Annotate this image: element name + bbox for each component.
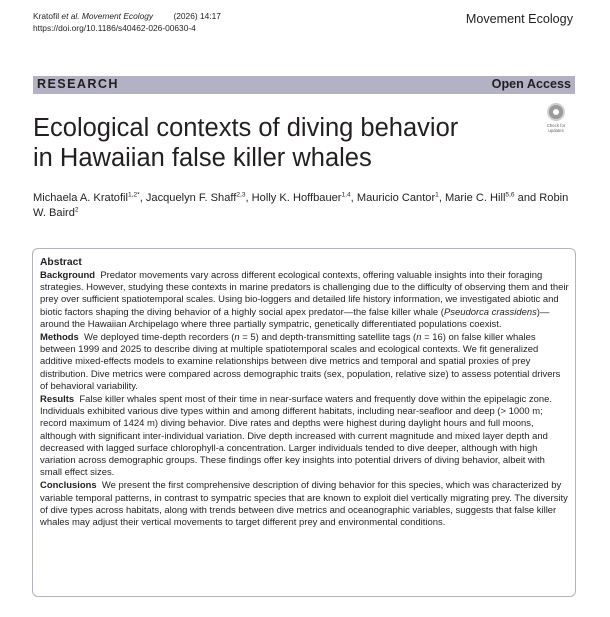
abstract-conclusions	[40, 480, 569, 529]
check-for-updates-text	[541, 123, 571, 133]
author-name[interactable]: Michaela A. Kratofil	[33, 192, 128, 204]
citation-journal: et al. Movement Ecology	[61, 11, 154, 21]
citation-header	[33, 10, 221, 34]
abstract-box	[32, 248, 576, 597]
author-name[interactable]: Mauricio Cantor	[356, 192, 436, 204]
check-line-2: updates	[548, 128, 564, 133]
author-affiliation: 1,4	[341, 191, 351, 199]
author-list	[33, 191, 573, 221]
author-name[interactable]: Holly K. Hoffbauer	[251, 192, 342, 204]
conclusions-label: Conclusions	[40, 480, 97, 492]
author-affiliation: 2	[74, 206, 79, 214]
citation-line	[33, 10, 221, 22]
author-separator: ,	[350, 192, 357, 204]
methods-text-a: We deployed time-depth recorders (	[84, 332, 235, 344]
author-separator: ,	[139, 192, 146, 204]
check-line-1: Check for	[546, 123, 566, 128]
author-separator: ,	[438, 192, 445, 204]
author-affiliation: 1	[435, 191, 439, 199]
methods-label: Methods	[40, 332, 79, 344]
article-type-label: RESEARCH	[37, 77, 119, 91]
author-affiliation: 1,2*	[127, 191, 140, 199]
author-separator: ,	[245, 192, 252, 204]
results-label: Results	[40, 394, 75, 406]
author-name[interactable]: Jacquelyn F. Shaff	[145, 192, 237, 204]
background-text-b: )—around the Hawaiian Archipelago where three partially sympatric, genetically differentiated populations coexist.	[40, 306, 550, 330]
journal-name: Movement Ecology	[465, 12, 573, 26]
title-line-1: Ecological contexts of diving behavior	[33, 114, 459, 142]
citation-author: Kratofil	[33, 11, 60, 21]
methods-text-b: = 5) and depth-transmitting satellite tags (	[239, 332, 417, 344]
article-title	[33, 113, 523, 173]
abstract-heading: Abstract	[40, 257, 82, 268]
results-text: False killer whales spent most of their time in near-surface waters and frequently dove within the epipelagic zone. Individuals exhibited various dive types within and among different habitats, including near-seafloor and deep (> 1000 m; record maximum of 1424 m) diving behavior. Dive rates and depths were highest during daylight hours and full moons, although with significant inter-individual variation. Dive depth increased with current magnitude and mixed layer depth and decreased with lagged surface chlorophyll-a concentration. Larger individuals tended to dive deeper, although with high variation across demographic groups. These findings offer key insights into potential drivers of diving behavior, albeit with small effect sizes.	[40, 394, 552, 479]
background-text-a: Predator movements vary across different ecological contexts, offering valuable insights into their foraging strategies. However, studying these contexts in marine predators is challenging due to the difficulty of observing them and their prey over sufficient spatiotemporal scales. Using bio-loggers and detailed life history information, we investigated abiotic and biotic factors shaping the diving behavior of a highly social apex predator—the false killer whale (	[40, 270, 569, 318]
abstract-methods	[40, 332, 569, 393]
author-name[interactable]: Marie C. Hill	[445, 192, 506, 204]
background-species: Pseudorca crassidens	[443, 306, 537, 318]
author-affiliation: 5,6	[505, 191, 515, 199]
author-name[interactable]: Robin W. Baird	[33, 192, 569, 219]
article-type-band	[33, 76, 575, 94]
author-affiliation: 2,3	[236, 191, 246, 199]
author-separator: and	[514, 192, 540, 204]
doi-link[interactable]: https://doi.org/10.1186/s40462-026-00630-4	[33, 23, 196, 33]
title-line-2: in Hawaiian false killer whales	[33, 144, 372, 172]
background-label: Background	[40, 270, 96, 281]
citation-year: (2026) 14:17	[173, 11, 221, 21]
check-for-updates-button[interactable]	[541, 103, 571, 135]
abstract-results	[40, 394, 569, 479]
abstract-background	[40, 270, 569, 331]
methods-text-c: = 16) on false killer whales between 1999 and 2025 to describe diving at multiple spatiotemporal scales and ecological contexts. We fit generalized additive mixed-effects models to examine relationships between dive metrics and temporal and spatial proxies of prey distribution. Dive metrics were compared across demographic traits (sex, population, relative size) to assess potential drivers of behavioral variability.	[40, 332, 561, 392]
open-access-label: Open Access	[491, 77, 571, 91]
methods-n2: n	[416, 332, 422, 344]
check-for-updates-icon	[547, 103, 565, 121]
methods-n1: n	[234, 332, 240, 344]
conclusions-text: We present the first comprehensive description of diving behavior for this species, which was characterized by variable temporal patterns, in contrast to sympatric species that are known to exploit diel vertically migrating prey. The diversity of dive types across habitats, along with trends between dive metrics and oceanographic variables, suggests that false killer whales may adjust their vertical movements to target different prey and environmental conditions.	[40, 480, 568, 529]
